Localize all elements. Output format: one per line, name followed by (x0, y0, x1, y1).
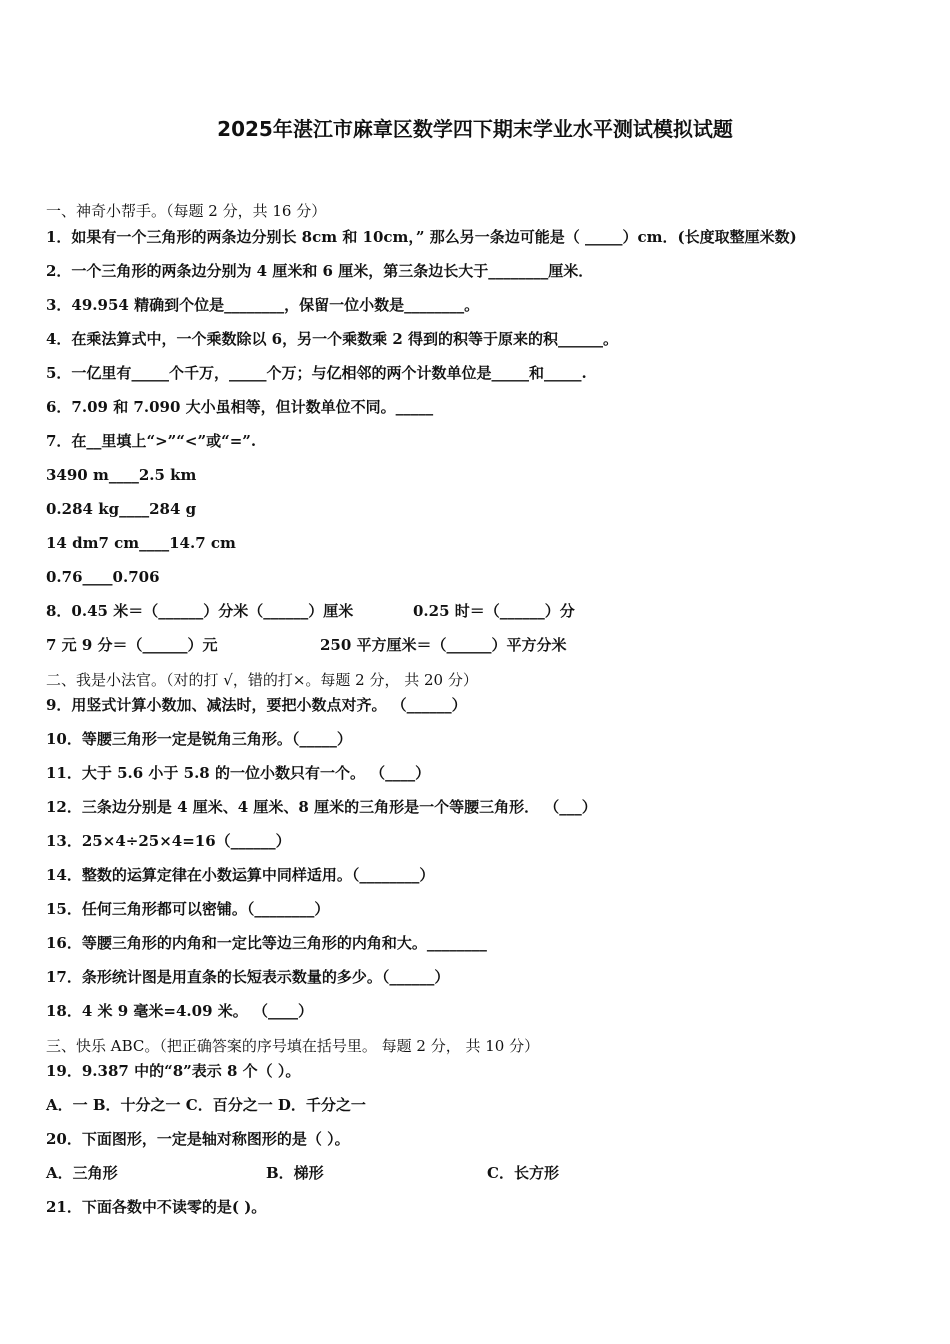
question-5: 5．一亿里有_____个千万，_____个万；与亿相邻的两个计数单位是_____和_____. (46, 364, 587, 382)
question-4: 4．在乘法算式中，一个乘数除以 6，另一个乘数乘 2 得到的积等于原来的积______。 (46, 330, 618, 348)
section-1-heading: 一、神奇小帮手。（每题 2 分，共 16 分） (46, 202, 327, 220)
question-12: 12．三条边分别是 4 厘米、4 厘米、8 厘米的三角形是一个等腰三角形． （___） (46, 798, 597, 816)
question-14: 14．整数的运算定律在小数运算中同样适用。（________） (46, 866, 435, 884)
question-13: 13．25×4÷25×4=16（______） (46, 832, 291, 850)
question-7-a: 3490 m____2.5 km (46, 466, 197, 484)
question-7-d: 0.76____0.706 (46, 568, 160, 586)
question-8-row-1 (46, 601, 906, 621)
question-17: 17．条形统计图是用直条的长短表示数量的多少。（______） (46, 968, 450, 986)
question-15: 15．任何三角形都可以密铺。（________） (46, 900, 330, 918)
section-2-heading: 二、我是小法官。（对的打 √，错的打×。每题 2 分， 共 20 分） (46, 671, 478, 689)
question-18: 18．4 米 9 毫米=4.09 米。 （____） (46, 1002, 313, 1020)
question-10: 10．等腰三角形一定是锐角三角形。（_____） (46, 730, 352, 748)
question-9: 9．用竖式计算小数加、减法时，要把小数点对齐。 （______） (46, 696, 467, 714)
question-20-option-c: C．长方形 (487, 1164, 559, 1182)
question-19-options: A．一 B．十分之一 C．百分之一 D．千分之一 (46, 1096, 366, 1114)
question-20-option-a: A．三角形 (46, 1164, 118, 1182)
page-title: 2025年湛江市麻章区数学四下期末学业水平测试模拟试题 (217, 117, 733, 141)
question-20-option-b: B．梯形 (266, 1164, 324, 1182)
question-1: 1．如果有一个三角形的两条边分别长 8cm 和 10cm，” 那么另一条边可能是（ _____）cm．(长度取整厘米数) (46, 228, 797, 246)
question-8-left-2: 7 元 9 分＝（______）元 (46, 636, 218, 654)
question-7: 7．在__里填上“>”“<”或“=”. (46, 432, 257, 450)
question-7-c: 14 dm7 cm____14.7 cm (46, 534, 236, 552)
question-2: 2．一个三角形的两条边分别为 4 厘米和 6 厘米，第三条边长大于________厘米． (46, 262, 594, 280)
question-6: 6．7.09 和 7.090 大小虽相等，但计数单位不同。_____ (46, 398, 434, 416)
question-8-right-2: 250 平方厘米＝（______）平方分米 (320, 636, 567, 654)
question-11: 11．大于 5.6 小于 5.8 的一位小数只有一个。 （____） (46, 764, 431, 782)
question-8-right-1: 0.25 时＝（______）分 (413, 602, 575, 620)
question-8-left-1: 8．0.45 米＝（______）分米（______）厘米 (46, 602, 354, 620)
question-16: 16．等腰三角形的内角和一定比等边三角形的内角和大。________ (46, 934, 487, 952)
question-8-row-2 (46, 635, 906, 655)
question-7-b: 0.284 kg____284 g (46, 500, 197, 518)
question-20-options (46, 1163, 906, 1183)
question-19: 19．9.387 中的“8”表示 8 个（ ）。 (46, 1062, 301, 1080)
question-21: 21．下面各数中不读零的是( )。 (46, 1198, 267, 1216)
question-3: 3．49.954 精确到个位是________，保留一位小数是________。 (46, 296, 480, 314)
question-20: 20．下面图形，一定是轴对称图形的是（ ）。 (46, 1130, 350, 1148)
section-3-heading: 三、快乐 ABC。（把正确答案的序号填在括号里。 每题 2 分， 共 10 分） (46, 1037, 540, 1055)
